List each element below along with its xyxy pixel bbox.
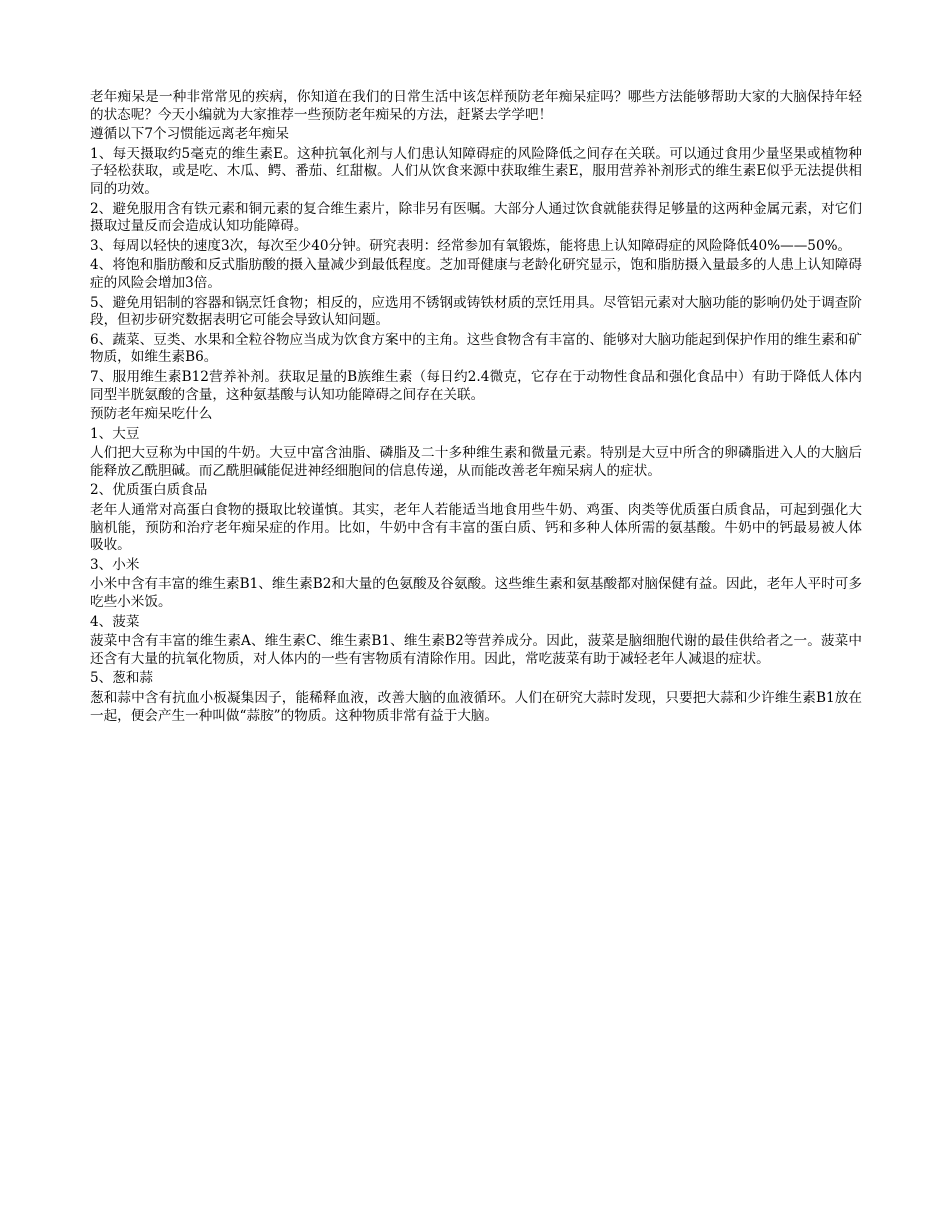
habit-item: 2、避免服用含有铁元素和铜元素的复合维生素片，除非另有医嘱。大部分人通过饮食就能获得足够量的这两种金属元素，对它们摄取过量反而会造成认知功能障碍。 [90, 200, 862, 235]
food-description: 老年人通常对高蛋白食物的摄取比较谨慎。其实，老年人若能适当地食用些牛奶、鸡蛋、肉类等优质蛋白质食品，可起到强化大脑机能，预防和治疗老年痴呆症的作用。比如，牛奶中含有丰富的蛋白质、钙和多种人体所需的氨基酸。牛奶中的钙最易被人体吸收。 [90, 502, 862, 554]
food-title: 5、葱和蒜 [90, 670, 154, 687]
food-description: 菠菜中含有丰富的维生素A、维生素C、维生素B1、维生素B2等营养成分。因此，菠菜是脑细胞代谢的最佳供给者之一。菠菜中还含有大量的抗氧化物质，对人体内的一些有害物质有清除作用。因此，常吃菠菜有助于减轻老年人减退的症状。 [90, 633, 862, 667]
habit-item: 6、蔬菜、豆类、水果和全粒谷物应当成为饮食方案中的主角。这些食物含有丰富的、能够对大脑功能起到保护作用的维生素和矿物质，如维生素B6。 [90, 331, 862, 366]
food-title: 2、优质蛋白质食品 [90, 482, 208, 499]
food-description: 葱和蒜中含有抗血小板凝集因子，能稀释血液，改善大脑的血液循环。人们在研究大蒜时发现，只要把大蒜和少许维生素B1放在一起，便会产生一种叫做“蒜胺”的物质。这种物质非常有益于大脑。 [90, 690, 862, 724]
food-title: 3、小米 [90, 556, 140, 573]
section-heading-habits: 遵循以下7个习惯能远离老年痴呆 [90, 126, 289, 143]
habit-item: 1、每天摄取约5毫克的维生素E。这种抗氧化剂与人们患认知障碍症的风险降低之间存在关联。可以通过食用少量坚果或植物种子轻松获取，或是吃、木瓜、鳄、番茄、红甜椒。人们从饮食来源中获取维生素E，服用营养补剂形式的维生素E似乎无法提供相同的功效。 [90, 145, 862, 197]
food-description: 小米中含有丰富的维生素B1、维生素B2和大量的色氨酸及谷氨酸。这些维生素和氨基酸都对脑保健有益。因此，老年人平时可多吃些小米饭。 [90, 576, 862, 611]
food-description: 人们把大豆称为中国的牛奶。大豆中富含油脂、磷脂及二十多种维生素和微量元素。特别是大豆中所含的卵磷脂进入人的大脑后能释放乙酰胆碱。而乙酰胆碱能促进神经细胞间的信息传递，从而能改善老年痴呆病人的症状。 [90, 445, 862, 479]
habit-item: 4、将饱和脂肪酸和反式脂肪酸的摄入量减少到最低程度。芝加哥健康与老龄化研究显示，饱和脂肪摄入量最多的人患上认知障碍症的风险会增加3倍。 [90, 257, 862, 291]
habit-item: 7、服用维生素B12营养补剂。获取足量的B族维生素（每日约2.4微克，它存在于动物性食品和强化食品中）有助于降低人体内同型半胱氨酸的含量，这种氨基酸与认知功能障碍之间存在关联。 [90, 368, 862, 403]
document-body [90, 89, 862, 727]
food-title: 1、大豆 [90, 425, 140, 442]
habit-item: 5、避免用铝制的容器和锅烹饪食物；相反的，应选用不锈钢或铸铁材质的烹饪用具。尽管铝元素对大脑功能的影响仍处于调查阶段，但初步研究数据表明它可能会导致认知问题。 [90, 294, 862, 329]
section-heading-foods: 预防老年痴呆吃什么 [90, 406, 213, 423]
food-title: 4、菠菜 [90, 613, 140, 630]
habit-item: 3、每周以轻快的速度3次，每次至少40分钟。研究表明：经常参加有氧锻炼，能将患上认知障碍症的风险降低40%——50%。 [90, 237, 852, 254]
intro-paragraph: 老年痴呆是一种非常常见的疾病，你知道在我们的日常生活中该怎样预防老年痴呆症吗？哪些方法能够帮助大家的大脑保持年轻的状态呢？今天小编就为大家推荐一些预防老年痴呆的方法，赶紧去学学吧！ [90, 89, 862, 123]
